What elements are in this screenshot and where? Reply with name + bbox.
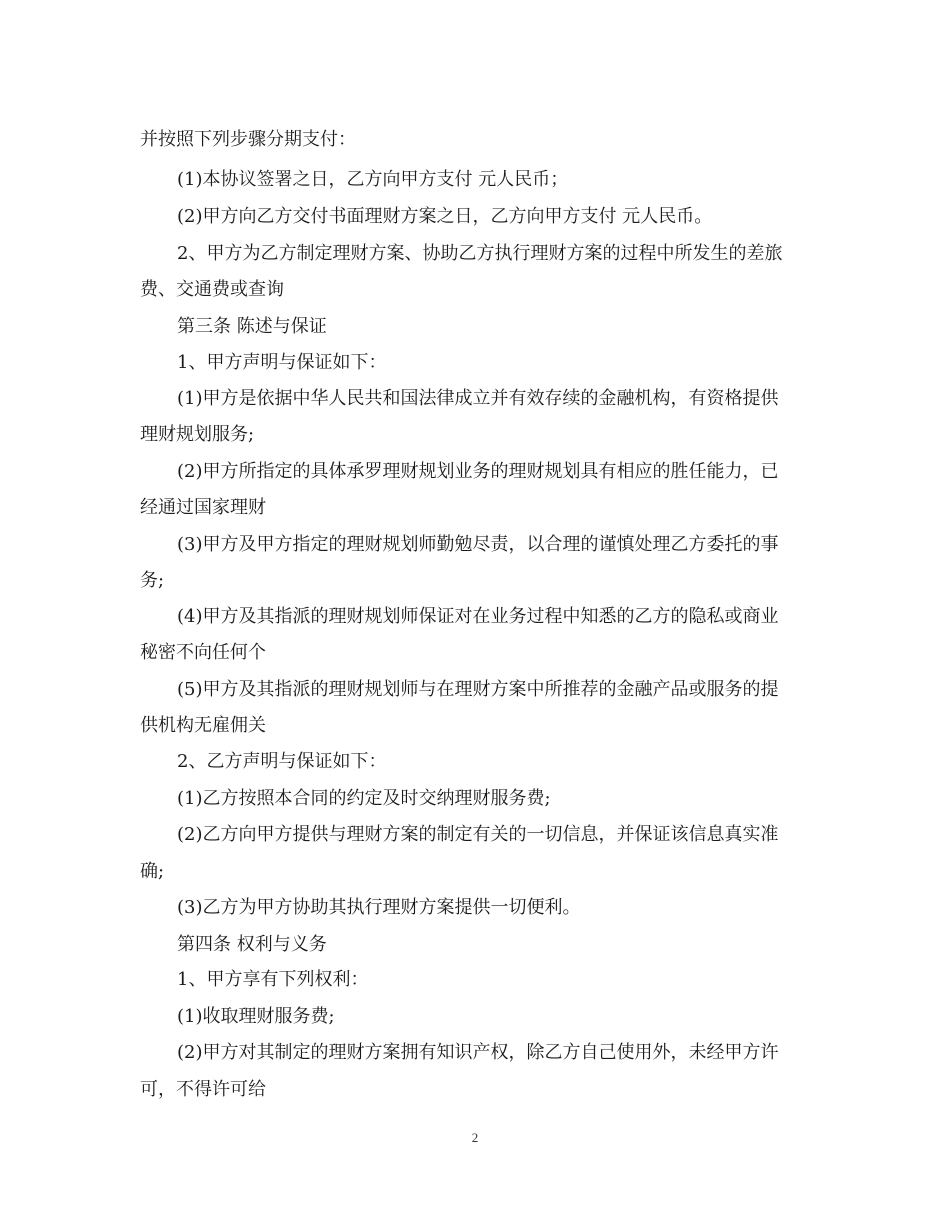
text-line-27: 可，不得许可给	[140, 1079, 266, 1100]
text-line-8: (1)甲方是依据中华人民共和国法律成立并有效存续的金融机构，有资格提供	[177, 388, 779, 409]
text-line-7: 1、甲方声明与保证如下：	[177, 352, 387, 373]
text-line-16: (5)甲方及其指派的理财规划师与在理财方案中所推荐的金融产品或服务的提	[177, 679, 779, 700]
text-line-12: (3)甲方及甲方指定的理财规划师勤勉尽责，以合理的谨慎处理乙方委托的事	[177, 534, 779, 555]
text-line-21: 确;	[140, 861, 165, 882]
text-line-17: 供机构无雇佣关	[140, 715, 266, 736]
text-line-3: (2)甲方向乙方交付书面理财方案之日，乙方向甲方支付 元人民币。	[177, 206, 713, 227]
section-heading-3: 第三条 陈述与保证	[177, 316, 327, 337]
text-line-22: (3)乙方为甲方协助其执行理财方案提供一切便利。	[177, 897, 581, 918]
text-line-5: 费、交通费或查询	[140, 279, 284, 300]
text-line-14: (4)甲方及其指派的理财规划师保证对在业务过程中知悉的乙方的隐私或商业	[177, 606, 779, 627]
section-heading-4: 第四条 权利与义务	[177, 934, 327, 955]
text-line-15: 秘密不向任何个	[140, 642, 266, 663]
text-line-9: 理财规划服务;	[140, 424, 255, 445]
text-line-18: 2、乙方声明与保证如下：	[177, 751, 387, 772]
text-line-26: (2)甲方对其制定的理财方案拥有知识产权，除乙方自己使用外，未经甲方许	[177, 1042, 779, 1063]
text-line-13: 务;	[140, 570, 165, 591]
text-line-2: (1)本协议签署之日，乙方向甲方支付 元人民币；	[177, 169, 569, 190]
text-line-24: 1、甲方享有下列权利：	[177, 969, 369, 990]
text-line-4: 2、甲方为乙方制定理财方案、协助乙方执行理财方案的过程中所发生的差旅	[177, 243, 783, 264]
text-line-11: 经通过国家理财	[140, 497, 266, 518]
text-line-1: 并按照下列步骤分期支付：	[140, 129, 356, 150]
text-line-10: (2)甲方所指定的具体承罗理财规划业务的理财规划具有相应的胜任能力，已	[177, 461, 779, 482]
text-line-25: (1)收取理财服务费;	[177, 1006, 335, 1027]
text-line-19: (1)乙方按照本合同的约定及时交纳理财服务费;	[177, 788, 551, 809]
text-line-20: (2)乙方向甲方提供与理财方案的制定有关的一切信息，并保证该信息真实准	[177, 824, 779, 845]
page-number: 2	[471, 1130, 479, 1145]
